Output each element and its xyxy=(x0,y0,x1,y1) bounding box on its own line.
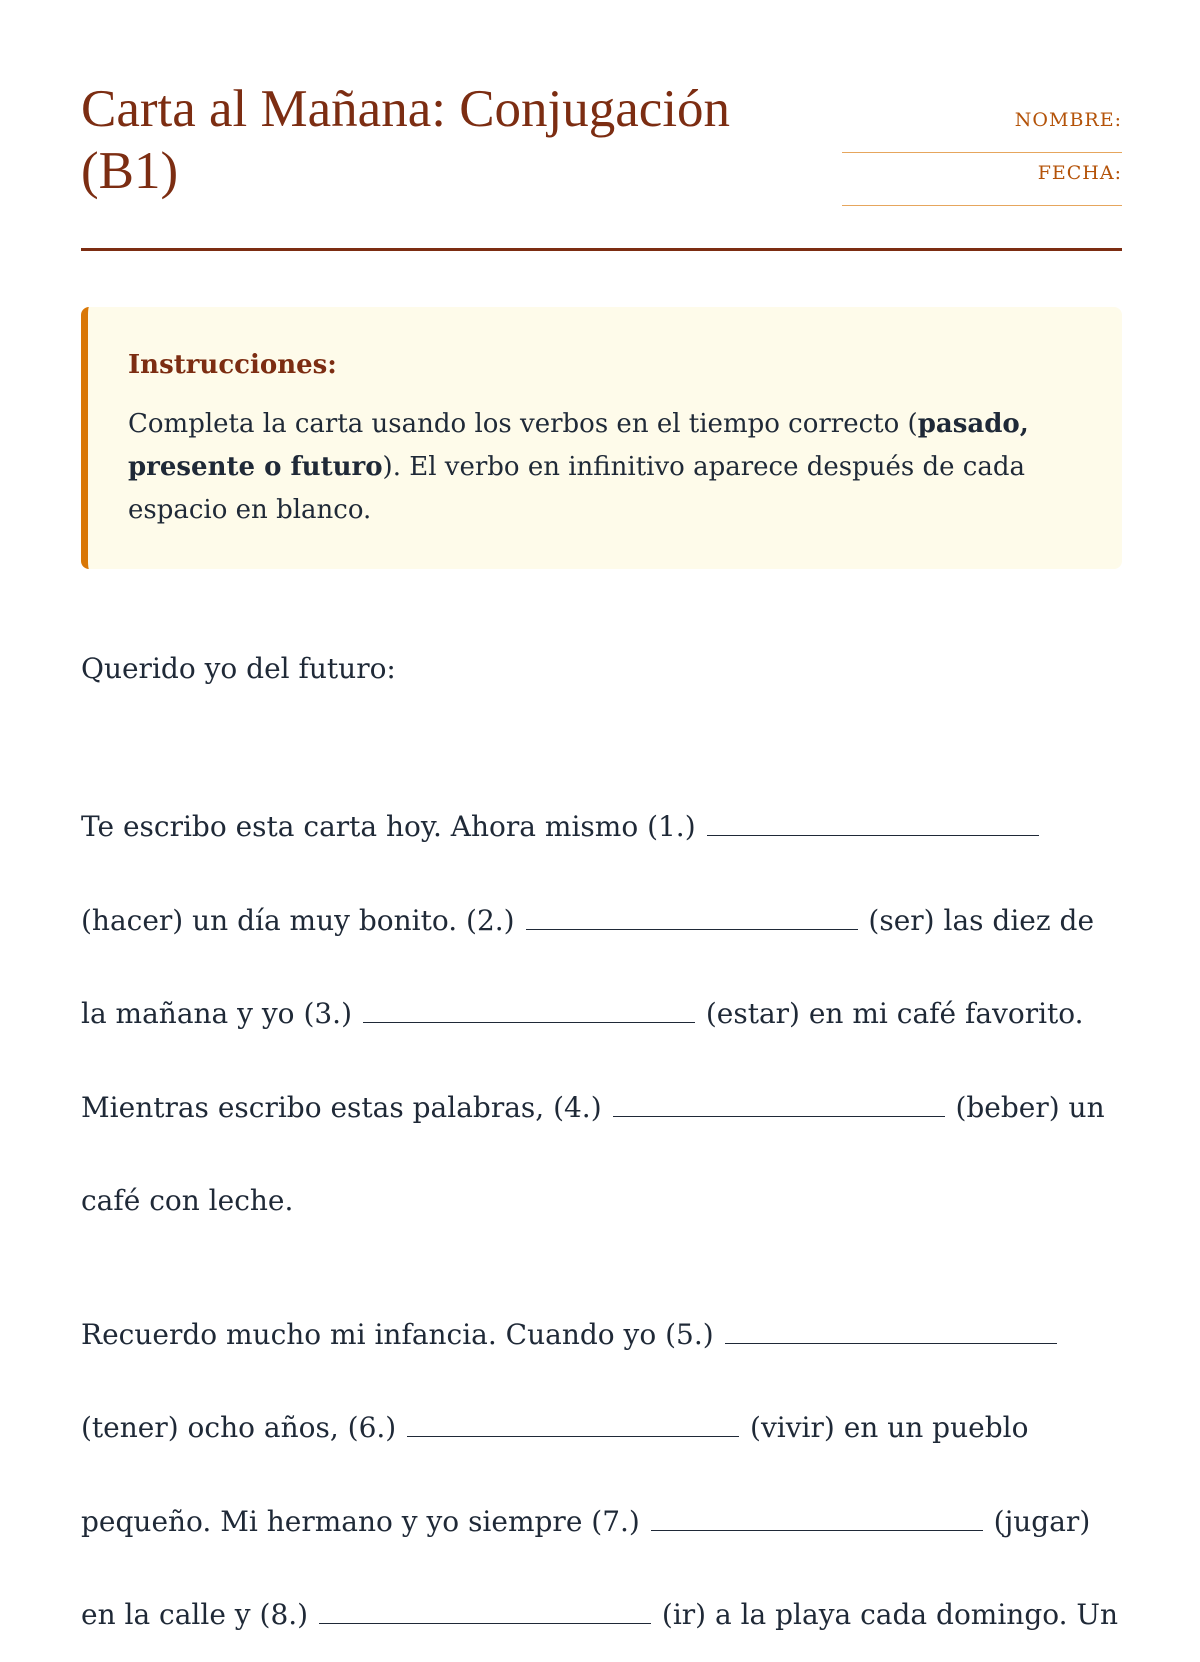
date-field-line[interactable] xyxy=(842,185,1122,206)
student-info xyxy=(842,108,1122,214)
instructions-tenses: pasado, presente o futuro xyxy=(128,409,1029,482)
paragraph-1 xyxy=(81,780,1122,1248)
blank-8[interactable] xyxy=(319,1593,651,1624)
blank-7[interactable] xyxy=(651,1500,983,1531)
instructions-text xyxy=(128,403,1082,532)
p1-text-5: (beber) un café con leche. xyxy=(81,1090,1105,1217)
worksheet-page xyxy=(81,0,1122,1631)
blank-6[interactable] xyxy=(407,1406,739,1437)
blank-4[interactable] xyxy=(613,1086,945,1117)
page-title: Carta al Mañana: Conjugación (B1) xyxy=(81,80,731,200)
p2-text-4: (jugar) en la calle y (8.) xyxy=(81,1504,1091,1631)
paragraph-2 xyxy=(81,1288,1122,1662)
p1-text-3: (ser) las diez de la mañana y yo (3.) xyxy=(81,903,1095,1030)
blank-1[interactable] xyxy=(707,805,1039,836)
blank-5[interactable] xyxy=(725,1313,1057,1344)
name-field-line[interactable] xyxy=(842,132,1122,153)
worksheet-header xyxy=(81,78,1122,252)
p2-text-5: (ir) a la playa cada domingo. Un xyxy=(661,1598,1119,1631)
p2-text-3: (vivir) en un pueblo pequeño. Mi hermano y yo siempre (7.) xyxy=(81,1411,1029,1538)
instructions-text-start: Completa la carta usando los verbos en el tiempo correcto ( xyxy=(128,409,918,439)
date-label: FECHA: xyxy=(1037,162,1122,184)
header-divider xyxy=(81,248,1122,251)
letter-greeting: Querido yo del futuro: xyxy=(81,652,396,685)
instructions-box xyxy=(81,307,1122,569)
p1-text-1: Te escribo esta carta hoy. Ahora mismo (1.) xyxy=(81,810,696,843)
p2-text-1: Recuerdo mucho mi infancia. Cuando yo (5.) xyxy=(81,1317,714,1351)
p1-text-4: (estar) en mi café favorito. Mientras escribo estas palabras, (4.) xyxy=(81,997,1084,1124)
blank-2[interactable] xyxy=(526,899,858,930)
p1-text-2: (hacer) un día muy bonito. (2.) xyxy=(81,903,515,937)
name-label: NOMBRE: xyxy=(1014,109,1122,131)
instructions-text-end: ). El verbo en infinitivo aparece después de cada espacio en blanco. xyxy=(128,452,1026,525)
p2-text-2: (tener) ocho años, (6.) xyxy=(81,1411,397,1444)
instructions-heading: Instrucciones: xyxy=(128,350,337,380)
blank-3[interactable] xyxy=(363,992,695,1023)
letter-body xyxy=(81,646,1122,1662)
